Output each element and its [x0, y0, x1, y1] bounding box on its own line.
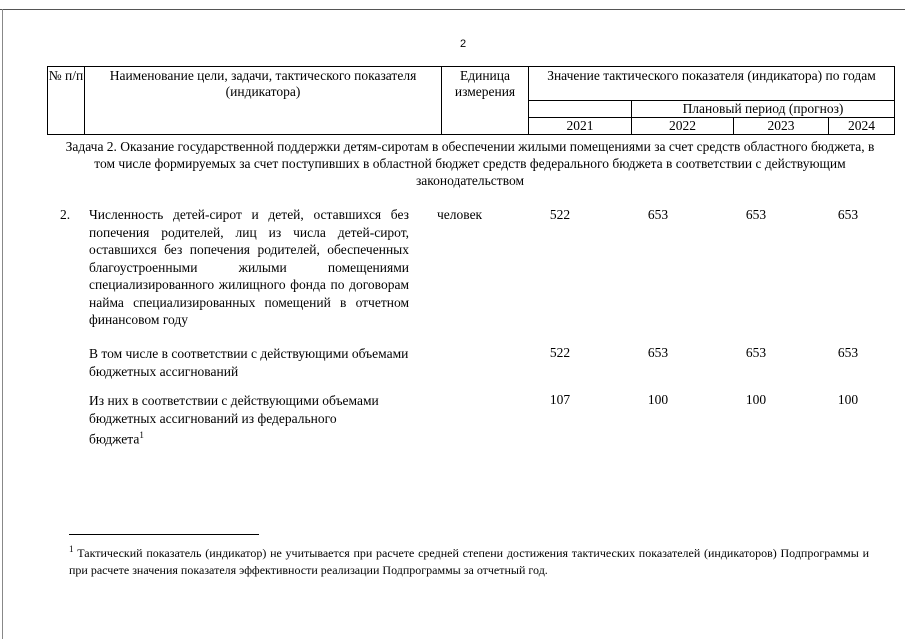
- value-2023: 653: [745, 207, 767, 222]
- header-name: Наименование цели, задачи, тактического показателя (индикатора): [85, 67, 442, 135]
- page-edge-left: [2, 9, 3, 639]
- sub-indicator-name: В том числе в соответствии с действующими объемами бюджетных ассигнований: [89, 346, 409, 379]
- header-year-1: 2021: [529, 118, 632, 135]
- footnote-ref: 1: [139, 430, 144, 440]
- sub-value-2023: 653: [745, 345, 767, 360]
- header-value: Значение тактического показателя (индикатора) по годам: [529, 67, 895, 101]
- row-number: 2.: [60, 207, 71, 222]
- header-year-2: 2022: [632, 118, 734, 135]
- federal-value-2021: 107: [549, 392, 571, 407]
- value-2024: 653: [837, 207, 859, 222]
- indicator-name: Численность детей-сирот и детей, оставшихся без попечения родителей, лиц из числа детей-сирот, оставшихся без попечения родителей, обеспеченных благоустроенными жилыми помещениями специализированного жилищного фонда по договорам найма специализированных помещений в отчетном финансовом году: [89, 207, 409, 327]
- federal-indicator-name: Из них в соответствии с действующими объемами бюджетных ассигнований из федерального бюджета: [89, 393, 379, 447]
- header-year-4: 2024: [829, 118, 895, 135]
- sub-value-2022: 653: [647, 345, 669, 360]
- federal-value-2023: 100: [745, 392, 767, 407]
- page-edge-top: [0, 9, 905, 10]
- value-2021: 522: [549, 207, 571, 222]
- header-year-3: 2023: [734, 118, 829, 135]
- federal-value-2022: 100: [647, 392, 669, 407]
- value-2022: 653: [647, 207, 669, 222]
- header-plan-period: Плановый период (прогноз): [632, 101, 895, 118]
- sub-value-2024: 653: [837, 345, 859, 360]
- federal-indicator: [89, 392, 379, 448]
- header-number: № п/п: [48, 67, 85, 135]
- footnote: [69, 541, 869, 579]
- sub-value-2021: 522: [549, 345, 571, 360]
- federal-value-2024: 100: [837, 392, 859, 407]
- footnote-text: Тактический показатель (индикатор) не учитывается при расчете средней степени достижения тактических показателей (индикаторов) Подпрограммы и при расчете значения показателя эффективности реализации Подпрограммы за отчетный год.: [69, 546, 869, 577]
- table-header: [47, 66, 895, 135]
- header-unit: Единица измерения: [442, 67, 529, 135]
- indicator-unit: человек: [437, 207, 483, 222]
- task-heading: Задача 2. Оказание государственной поддержки детям-сиротам в обеспечении жилыми помещениями за счет средств областного бюджета, в том числе формируемых за счет поступивших в областной бюджет средств федерального бюджета в соответствии с действующим законодательством: [65, 139, 875, 188]
- page-number: 2: [460, 38, 467, 50]
- footnote-mark: 1: [69, 544, 74, 554]
- footnote-divider: [69, 534, 259, 535]
